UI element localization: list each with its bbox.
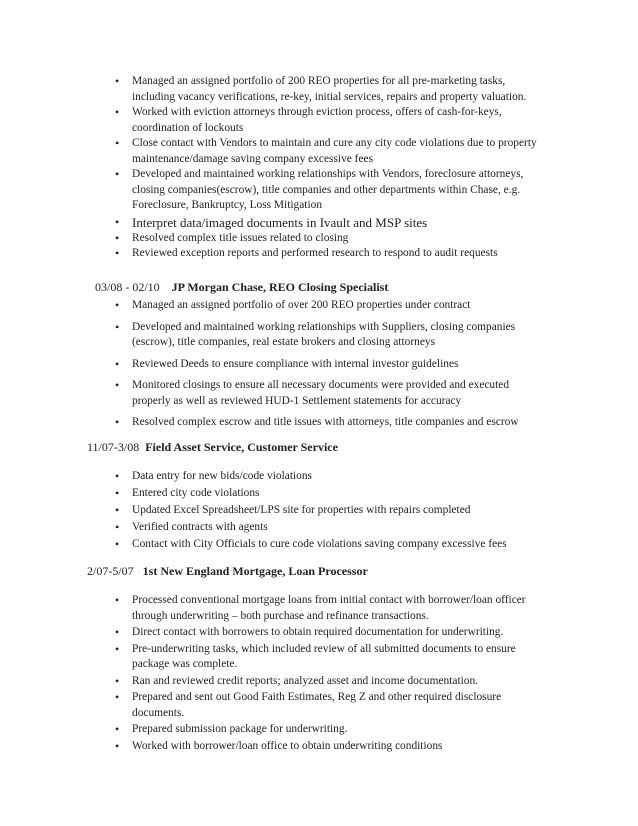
previous-job-bullets [0,74,638,262]
list-item: • Updated Excel Spreadsheet/LPS site for properties with repairs completed [0,503,542,519]
bullet-list [0,298,638,431]
list-item: • Entered city code violations [0,486,542,502]
job-dates: 2/07-5/07 [87,564,134,578]
list-item: • Interpret data/imaged documents in Ivault and MSP sites [0,214,542,231]
list-item: • Developed and maintained working relationships with Suppliers, closing companies (escrow), title companies, real estate brokers and closing attorneys [0,320,542,351]
job-heading-field-asset [87,440,338,455]
list-item: • Developed and maintained working relationships with Vendors, foreclosure attorneys, closing companies(escrow), title companies and other departments within Chase, e.g. Foreclosure, Bankruptcy, Loss Mitigation [0,167,542,214]
list-item: • Pre-underwriting tasks, which included review of all submitted documents to ensure package was complete. [0,642,542,673]
field-asset-bullets [0,469,638,553]
list-item: • Resolved complex title issues related to closing [0,231,542,247]
list-item: • Monitored closings to ensure all necessary documents were provided and executed properly as well as reviewed HUD-1 Settlement statements for accuracy [0,378,542,409]
list-item: • Managed an assigned portfolio of 200 REO properties for all pre-marketing tasks, including vacancy verifications, re-key, initial services, repairs and property valuation. [0,74,542,105]
list-item: • Close contact with Vendors to maintain and cure any city code violations due to property maintenance/damage saving company excessive fees [0,136,542,167]
list-item: • Reviewed Deeds to ensure compliance with internal investor guidelines [0,357,542,373]
job-heading-1st-new-england [87,564,368,579]
list-item: • Worked with borrower/loan office to obtain underwriting conditions [0,739,542,755]
jp-morgan-bullets [0,298,638,431]
bullet-list [0,74,638,262]
list-item: • Processed conventional mortgage loans from initial contact with borrower/loan officer through underwriting – both purchase and refinance transactions. [0,593,542,624]
list-item: • Resolved complex escrow and title issues with attorneys, title companies and escrow [0,415,542,431]
bullet-list [0,593,638,754]
list-item: • Direct contact with borrowers to obtain required documentation for underwriting. [0,625,542,641]
list-item: • Worked with eviction attorneys through eviction process, offers of cash-for-keys, coordination of lockouts [0,105,542,136]
bullet-list [0,469,638,553]
job-heading-jp-morgan [95,280,388,295]
job-title: 1st New England Mortgage, Loan Processor [142,564,368,578]
list-item: • Contact with City Officials to cure code violations saving company excessive fees [0,537,542,553]
list-item: • Ran and reviewed credit reports; analyzed asset and income documentation. [0,674,542,690]
job-dates: 03/08 - 02/10 [95,280,160,294]
list-item: • Data entry for new bids/code violations [0,469,542,485]
job-dates: 11/07-3/08 [87,440,140,454]
job-title: Field Asset Service, Customer Service [145,440,338,454]
job-title: JP Morgan Chase, REO Closing Specialist [171,280,389,294]
list-item: • Reviewed exception reports and performed research to respond to audit requests [0,246,542,262]
list-item: • Verified contracts with agents [0,520,542,536]
list-item: • Managed an assigned portfolio of over 200 REO properties under contract [0,298,542,314]
loan-processor-bullets [0,593,638,754]
list-item: • Prepared submission package for underwriting. [0,722,542,738]
list-item: • Prepared and sent out Good Faith Estimates, Reg Z and other required disclosure documents. [0,690,542,721]
